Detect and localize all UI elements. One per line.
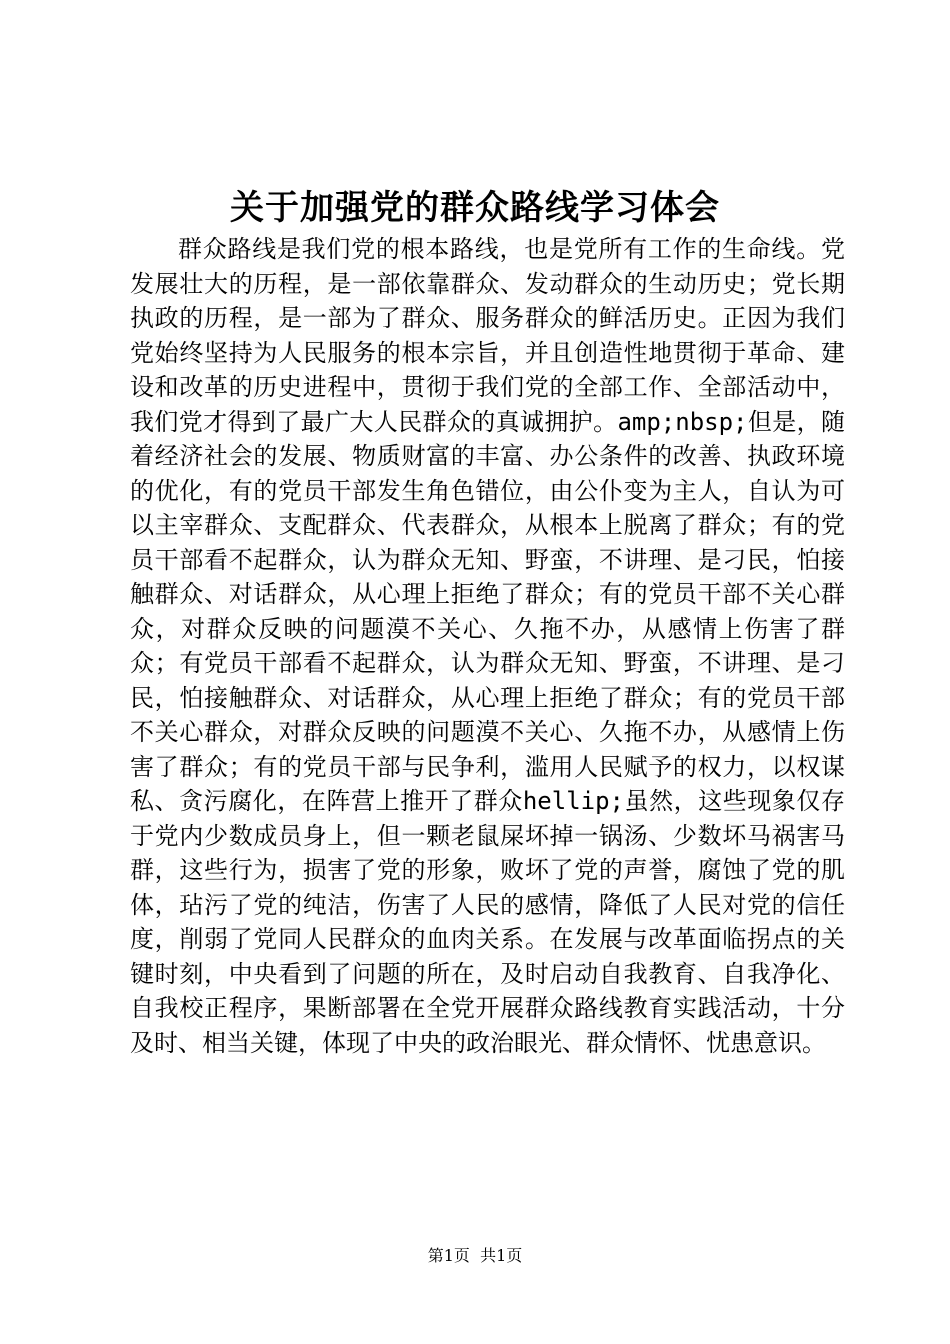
body-paragraph: 群众路线是我们党的根本路线，也是党所有工作的生命线。党发展壮大的历程，是一部依靠群众、发动群众的生动历史；党长期执政的历程，是一部为了群众、服务群众的鲜活历史。正因为我们党始终坚持为人民服务的根本宗旨，并且创造性地贯彻于革命、建设和改革的历史进程中，贯彻于我们党的全部工作、全部活动中，我们党才得到了最广大人民群众的真诚拥护。amp;nbsp;但是，随着经济社会的发展、物质财富的丰富、办公条件的改善、执政环境的优化，有的党员干部发生角色错位，由公仆变为主人，自认为可以主宰群众、支配群众、代表群众，从根本上脱离了群众；有的党员干部看不起群众，认为群众无知、野蛮，不讲理、是刁民，怕接触群众、对话群众，从心理上拒绝了群众；有的党员干部不关心群众，对群众反映的问题漠不关心、久拖不办，从感情上伤害了群众；有党员干部看不起群众，认为群众无知、野蛮，不讲理、是刁民，怕接触群众、对话群众，从心理上拒绝了群众；有的党员干部不关心群众，对群众反映的问题漠不关心、久拖不办，从感情上伤害了群众；有的党员干部与民争利，滥用人民赋予的权力，以权谋私、贪污腐化，在阵营上推开了群众hellip;虽然，这些现象仅存于党内少数成员身上，但一颗老鼠屎坏掉一锅汤、少数坏马祸害马群，这些行为，损害了党的形象，败坏了党的声誉，腐蚀了党的肌体，玷污了党的纯洁，伤害了人民的感情，降低了人民对党的信任度，削弱了党同人民群众的血肉关系。在发展与改革面临拐点的关键时刻，中央看到了问题的所在，及时启动自我教育、自我净化、自我校正程序，果断部署在全党开展群众路线教育实践活动，十分及时、相当关键，体现了中央的政治眼光、群众情怀、忧患意识。 [130, 235, 845, 1057]
page-total: 共1页 [480, 1246, 523, 1265]
page-footer [0, 1245, 950, 1267]
page-number: 第1页 [427, 1246, 470, 1265]
document-title: 关于加强党的群众路线学习体会 [230, 188, 720, 228]
